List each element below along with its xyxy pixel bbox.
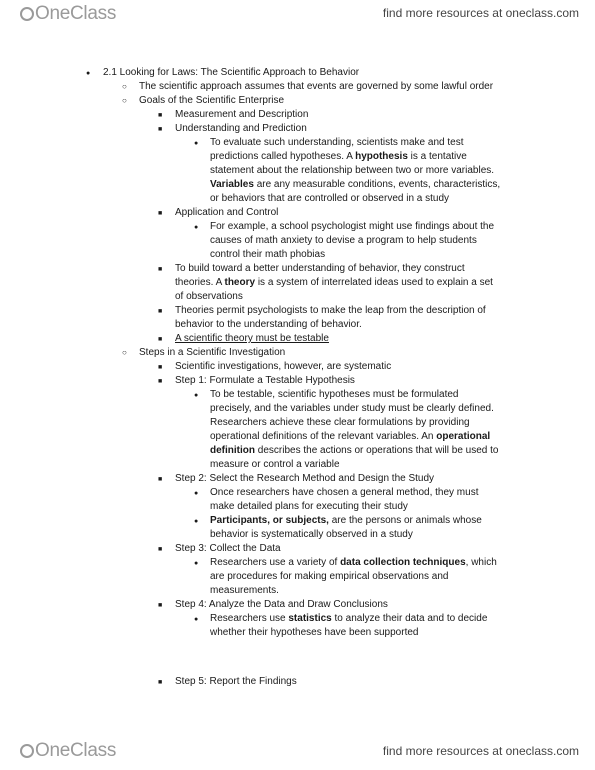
logo-circle-icon — [20, 7, 34, 21]
bullet-square-icon — [158, 304, 162, 319]
list-text: control their math phobias — [210, 249, 326, 260]
bullet-dot-icon — [194, 612, 198, 627]
list-item — [0, 332, 595, 346]
list-text: A scientific theory must be testable — [175, 333, 329, 344]
bullet-square-icon — [158, 262, 162, 277]
list-text: For example, a school psychologist might use findings about the — [210, 221, 495, 232]
bullet-dot-icon — [194, 388, 198, 403]
list-text-line — [0, 290, 595, 304]
list-text-line — [0, 178, 595, 192]
list-text: precisely, and the variables under study must be clearly defined. — [210, 403, 494, 414]
list-item — [0, 80, 595, 94]
oneclass-logo[interactable] — [20, 740, 116, 762]
list-item — [0, 598, 595, 612]
bullet-dot-icon — [194, 486, 198, 501]
list-text-line — [0, 584, 595, 598]
bullet-square-icon — [158, 675, 162, 690]
list-text: Participants, or subjects, are the persons or animals whose — [210, 515, 482, 526]
list-text-line — [0, 626, 595, 640]
list-text-line — [0, 570, 595, 584]
list-text: The scientific approach assumes that events are governed by some lawful order — [139, 81, 494, 92]
list-text-line — [0, 416, 595, 430]
list-text: measure or control a variable — [210, 459, 340, 470]
list-text: Step 5: Report the Findings — [175, 676, 297, 687]
bullet-circle-icon — [122, 346, 127, 360]
list-text: behavior is systematically observed in a study — [210, 529, 413, 540]
list-text: Step 4: Analyze the Data and Draw Conclusions — [175, 599, 388, 610]
logo-text: OneClass — [35, 3, 117, 24]
list-text-line — [0, 458, 595, 472]
list-text: are procedures for making empirical observations and — [210, 571, 449, 582]
list-text-line — [0, 402, 595, 416]
list-text: causes of math anxiety to devise a program to help students — [210, 235, 477, 246]
bullet-dot-icon — [194, 514, 198, 529]
list-text: Step 3: Collect the Data — [175, 543, 281, 554]
list-text-line — [0, 192, 595, 206]
list-text: Application and Control — [175, 207, 279, 218]
list-text: To evaluate such understanding, scientists make and test — [210, 137, 464, 148]
footer-tagline[interactable]: find more resources at oneclass.com — [382, 744, 579, 758]
list-item — [0, 514, 595, 528]
list-text-line — [0, 150, 595, 164]
list-text: Understanding and Prediction — [175, 123, 307, 134]
list-text: theories. A theory is a system of interrelated ideas used to explain a set — [175, 277, 493, 288]
list-text-line — [0, 444, 595, 458]
list-text: Step 2: Select the Research Method and Design the Study — [175, 473, 435, 484]
list-text-line — [0, 500, 595, 514]
list-item — [0, 220, 595, 234]
list-item — [0, 122, 595, 136]
spacer — [0, 640, 595, 675]
list-text-line — [0, 164, 595, 178]
bullet-circle-icon — [122, 80, 127, 94]
list-text-line — [0, 234, 595, 248]
list-text-line — [0, 318, 595, 332]
list-item — [0, 66, 595, 80]
list-item — [0, 675, 595, 689]
list-text: Once researchers have chosen a general method, they must — [210, 487, 479, 498]
bullet-square-icon — [158, 108, 162, 123]
list-text: of observations — [175, 291, 243, 302]
list-item — [0, 612, 595, 626]
document-body — [0, 66, 595, 689]
list-item — [0, 262, 595, 276]
bullet-square-icon — [158, 598, 162, 613]
section-title: 2.1 Looking for Laws: The Scientific Approach to Behavior — [103, 67, 360, 78]
list-item — [0, 486, 595, 500]
logo-circle-icon — [20, 744, 34, 758]
list-item — [0, 346, 595, 360]
bullet-square-icon — [158, 360, 162, 375]
list-text: Scientific investigations, however, are systematic — [175, 361, 392, 372]
list-item — [0, 360, 595, 374]
list-text: or behaviors that are controlled or observed in a study — [210, 193, 450, 204]
list-text: Measurement and Description — [175, 109, 309, 120]
header-bar — [0, 0, 595, 34]
bullet-square-icon — [158, 332, 162, 347]
list-text-line — [0, 528, 595, 542]
list-item — [0, 374, 595, 388]
list-text: Variables are any measurable conditions, events, characteristics, — [210, 179, 501, 190]
list-item — [0, 94, 595, 108]
bullet-square-icon — [158, 122, 162, 137]
list-text: Step 1: Formulate a Testable Hypothesis — [175, 375, 355, 386]
list-text-line — [0, 248, 595, 262]
list-item — [0, 206, 595, 220]
list-text: statement about the relationship between two or more variables. — [210, 165, 495, 176]
list-text: Researchers achieve these clear formulations by providing — [210, 417, 470, 428]
oneclass-logo[interactable] — [20, 3, 116, 25]
list-text: To build toward a better understanding of behavior, they construct — [175, 263, 465, 274]
list-text: Steps in a Scientific Investigation — [139, 347, 286, 358]
list-item — [0, 472, 595, 486]
bullet-square-icon — [158, 374, 162, 389]
list-text: definition describes the actions or operations that will be used to — [210, 445, 499, 456]
footer-bar — [0, 738, 595, 770]
list-text: make detailed plans for executing their study — [210, 501, 408, 512]
bullet-circle-icon — [122, 94, 127, 108]
list-text: measurements. — [210, 585, 279, 596]
bullet-square-icon — [158, 206, 162, 221]
list-item — [0, 556, 595, 570]
list-text: To be testable, scientific hypotheses must be formulated — [210, 389, 459, 400]
list-text: behavior to the understanding of behavior. — [175, 319, 362, 330]
list-text: predictions called hypotheses. A hypothesis is a tentative — [210, 151, 467, 162]
list-text: Goals of the Scientific Enterprise — [139, 95, 285, 106]
bullet-dot-icon — [194, 220, 198, 235]
list-text-line — [0, 430, 595, 444]
list-item — [0, 108, 595, 122]
list-text: Researchers use statistics to analyze their data and to decide — [210, 613, 488, 624]
bullet-dot-icon — [194, 556, 198, 571]
header-tagline[interactable]: find more resources at oneclass.com — [382, 6, 579, 20]
list-text: Researchers use a variety of data collection techniques, which — [210, 557, 497, 568]
list-text: whether their hypotheses have been supported — [210, 627, 419, 638]
list-item — [0, 304, 595, 318]
list-text: operational definitions of the relevant variables. An operational — [210, 431, 491, 442]
bullet-square-icon — [158, 542, 162, 557]
list-item — [0, 388, 595, 402]
bullet-square-icon — [158, 472, 162, 487]
list-text-line — [0, 276, 595, 290]
bullet-dot-icon — [86, 66, 90, 81]
list-item — [0, 136, 595, 150]
list-text: Theories permit psychologists to make the leap from the description of — [175, 305, 486, 316]
logo-text: OneClass — [35, 740, 117, 761]
list-item — [0, 542, 595, 556]
bullet-dot-icon — [194, 136, 198, 151]
